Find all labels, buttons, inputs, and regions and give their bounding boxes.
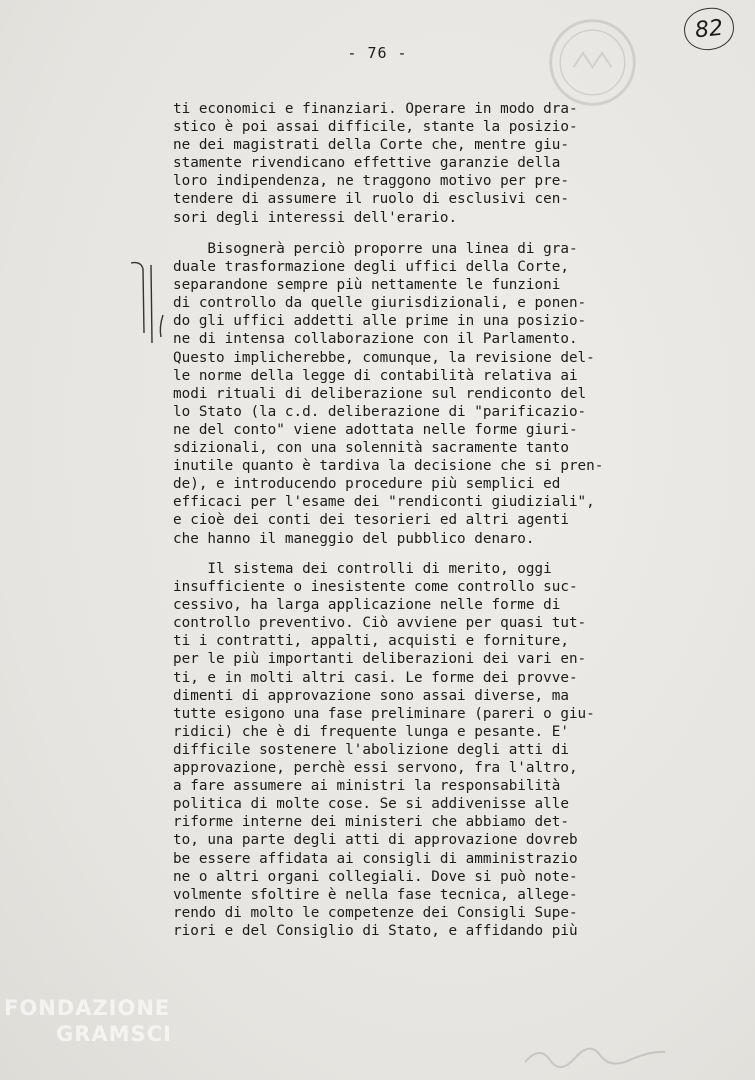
page-number: - 76 - (347, 44, 408, 62)
watermark-line-2: GRAMSCI (56, 1022, 172, 1046)
paragraph-3: Il sistema dei controlli di merito, oggi insufficiente o inesistente come controllo suc- cessivo, ha larga applicazione nelle forme di controllo preventivo. Ciò avviene per quasi tut- ti i contratti, appalti, acquisti e forniture, per le più importanti deliberazioni dei vari en- ti, e in molti altri casi. Le forme dei provve- dimenti di approvazione sono assai diverse, ma tutte esigono una fase preliminare (pareri o giu- ridici) che è di frequente lunga e pesante. E' difficile sostenere l'abolizione degli atti di approvazione, perchè essi servono, fra l'altro, a fare assumere ai ministri la responsabilità politica di molte cose. Se si addivenisse alle riforme interne dei ministeri che abbiamo det- to, una parte degli atti di approvazione dovreb be essere affidata ai consigli di amministrazio ne o altri organi collegiali. Dove si può note- volmente sfoltire è nella fase tecnica, allege- rendo di molto le competenze dei Consigli Supe- riori e del Consiglio di Stato, e affidando più (173, 561, 595, 939)
paragraph-2: Bisognerà perciò proporre una linea di gra- duale trasformazione degli uffici della Corte, separandone sempre più nettamente le funzioni di controllo da quelle giurisdizionali, e ponen- do gli uffici addetti alle prime in una posizio- ne di intensa collaborazione con il Parlamento. Questo implicherebbe, comunque, la revisione del- le norme della legge di contabilità relativa ai modi rituali di deliberazione sul rendiconto del lo Stato (la c.d. deliberazione di "parificazio- ne del conto" viene adottata nelle forme giuri- sdizionali, con una solennità sacramente tanto inutile quanto è tardiva la decisione che si pren- de), e introducendo procedure più semplici ed efficaci per l'esame dei "rendiconti giudiziali", e cioè dei conti dei tesorieri ed altri agenti che hanno il maneggio del pubblico denaro. (173, 241, 604, 547)
archive-stamp-icon (545, 15, 640, 110)
margin-bracket-mark-icon (127, 255, 167, 345)
paragraph-1: ti economici e finanziari. Operare in modo dra- stico è poi assai difficile, stante la posizio- ne dei magistrati della Corte che, mentre giu- stamente rivendicano effettive garanzie della loro indipendenza, ne traggono motivo per pre- tendere di assumere il ruolo di esclusivi cen- sori degli interessi dell'erario. (173, 101, 578, 226)
archive-page-number: 82 (682, 6, 736, 53)
fondazione-gramsci-watermark (4, 995, 172, 1047)
watermark-line-1: FONDAZIONE (4, 996, 171, 1020)
faded-handwriting-icon (520, 1040, 670, 1070)
